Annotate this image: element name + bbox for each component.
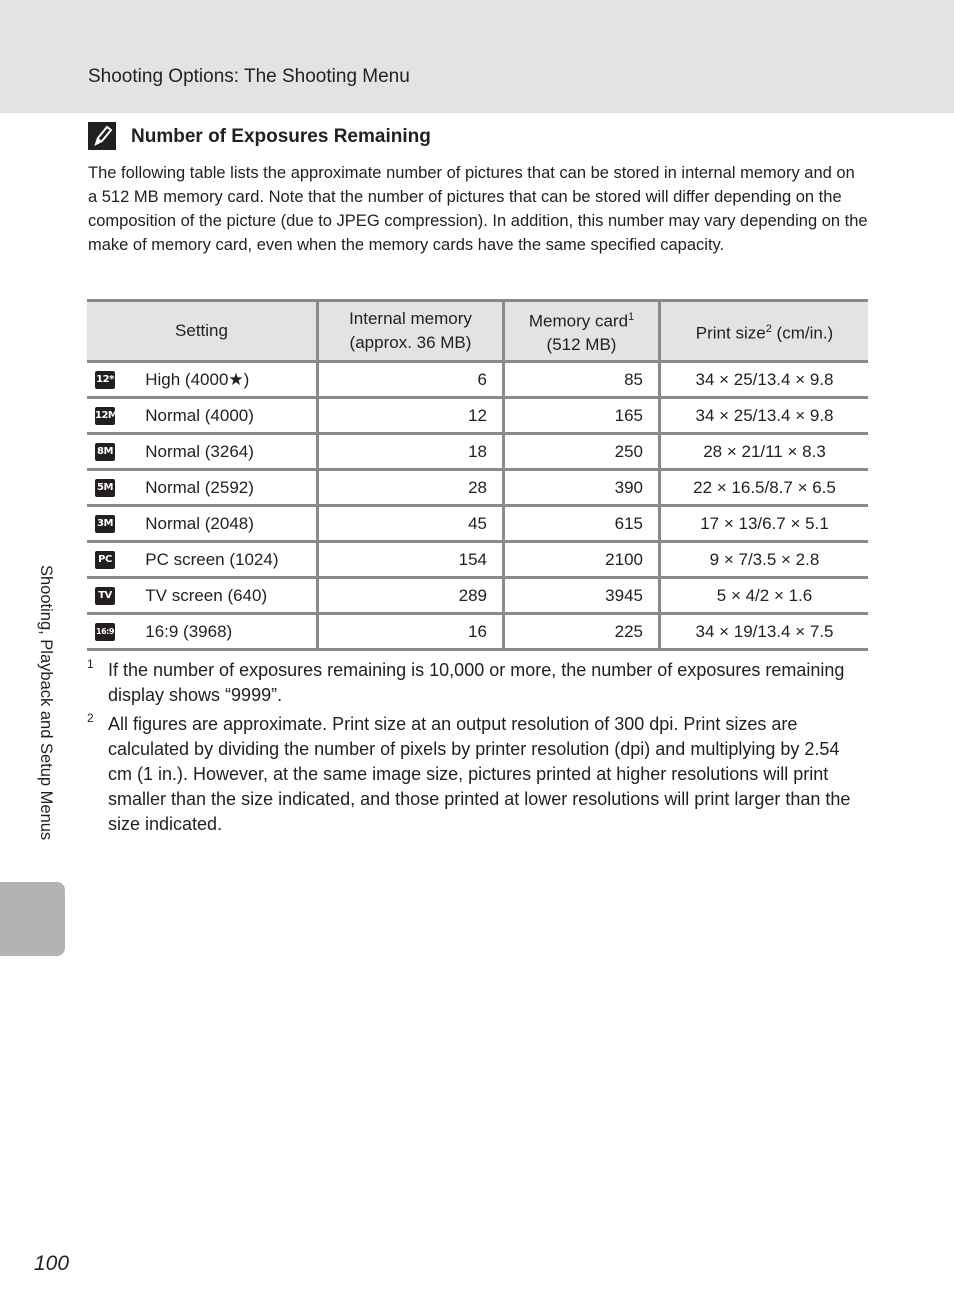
table-row (87, 470, 868, 506)
row-print-size: 34 × 25/13.4 × 9.8 (660, 398, 869, 434)
header-print-size (660, 301, 869, 362)
image-size-icon: PC (95, 551, 115, 569)
row-print-size: 34 × 25/13.4 × 9.8 (660, 362, 869, 398)
row-print-size: 5 × 4/2 × 1.6 (660, 578, 869, 614)
footnote-mark: 1 (87, 657, 94, 671)
image-size-icon: 16:9 (95, 623, 115, 641)
page-header-title: Shooting Options: The Shooting Menu (88, 66, 410, 87)
header-print-pre: Print size (695, 323, 766, 343)
image-size-icon: 12M (95, 407, 115, 425)
footnote-mark: 2 (87, 711, 94, 725)
row-internal: 18 (318, 434, 504, 470)
header-internal-memory (318, 301, 504, 362)
table-row (87, 614, 868, 650)
row-print-size: 22 × 16.5/8.7 × 6.5 (660, 470, 869, 506)
row-print-size: 17 × 13/6.7 × 5.1 (660, 506, 869, 542)
row-internal: 28 (318, 470, 504, 506)
row-card: 3945 (504, 578, 660, 614)
image-size-icon: 3M (95, 515, 115, 533)
row-card: 85 (504, 362, 660, 398)
header-card-sup: 1 (628, 310, 635, 323)
table-row (87, 542, 868, 578)
row-internal: 45 (318, 506, 504, 542)
row-card: 615 (504, 506, 660, 542)
footnote-1 (87, 658, 867, 708)
header-setting: Setting (87, 301, 318, 362)
header-band (0, 0, 954, 113)
header-memory-card (504, 301, 660, 362)
row-internal: 6 (318, 362, 504, 398)
intro-paragraph: The following table lists the approximate number of pictures that can be stored in internal memory and on a 512 MB memory card. Note that the number of pictures that can be stored will differ depending on the composition of the picture (due to JPEG compression). In addition, this number may vary depending on the make of memory card, even when the memory cards have the same specified capacity. (88, 164, 868, 254)
side-chapter-tab (0, 882, 65, 956)
row-card: 225 (504, 614, 660, 650)
row-setting: Normal (2048) (145, 506, 317, 542)
row-print-size: 28 × 21/11 × 8.3 (660, 434, 869, 470)
table-row (87, 506, 868, 542)
row-print-size: 34 × 19/13.4 × 7.5 (660, 614, 869, 650)
row-setting: Normal (3264) (145, 434, 317, 470)
exposures-table (87, 299, 868, 651)
section-title: Number of Exposures Remaining (131, 126, 431, 147)
header-internal-line1: Internal memory (349, 309, 472, 328)
image-size-icon: TV (95, 587, 115, 605)
row-card: 390 (504, 470, 660, 506)
footnote-text: If the number of exposures remaining is 10,000 or more, the number of exposures remaining display shows “9999”. (108, 660, 845, 705)
row-setting: High (4000★) (145, 362, 317, 398)
row-internal: 16 (318, 614, 504, 650)
row-setting: Normal (2592) (145, 470, 317, 506)
header-internal-line2: (approx. 36 MB) (349, 333, 472, 352)
side-chapter-label: Shooting, Playback and Setup Menus (37, 565, 55, 841)
footnote-text: All figures are approximate. Print size at an output resolution of 300 dpi. Print sizes are calculated by dividing the number of pixels by printer resolution (dpi) and multiplying by 2.54 cm (1 in.). However, at the same image size, pictures printed at higher resolutions will print smaller than the size indicated, and those printed at lower resolutions will print larger than the size indicated. (108, 714, 851, 834)
row-internal: 289 (318, 578, 504, 614)
row-setting: Normal (4000) (145, 398, 317, 434)
image-size-icon: 5M (95, 479, 115, 497)
row-setting: PC screen (1024) (145, 542, 317, 578)
table-row (87, 434, 868, 470)
image-size-icon: 12* (95, 371, 115, 389)
header-card-line1: Memory card (528, 311, 629, 331)
table-row (87, 578, 868, 614)
header-print-post: (cm/in.) (771, 323, 834, 343)
row-card: 165 (504, 398, 660, 434)
footnote-2 (87, 712, 867, 837)
page-number: 100 (34, 1252, 70, 1275)
header-print-sup: 2 (765, 322, 772, 335)
table-row (87, 362, 868, 398)
row-setting: 16:9 (3968) (145, 614, 317, 650)
row-internal: 154 (318, 542, 504, 578)
row-card: 250 (504, 434, 660, 470)
row-setting: TV screen (640) (145, 578, 317, 614)
row-print-size: 9 × 7/3.5 × 2.8 (660, 542, 869, 578)
row-card: 2100 (504, 542, 660, 578)
header-card-line2: (512 MB) (546, 335, 617, 355)
table-header-row (87, 301, 868, 362)
table-row (87, 398, 868, 434)
image-size-icon: 8M (95, 443, 115, 461)
row-internal: 12 (318, 398, 504, 434)
pencil-note-icon (88, 122, 116, 150)
